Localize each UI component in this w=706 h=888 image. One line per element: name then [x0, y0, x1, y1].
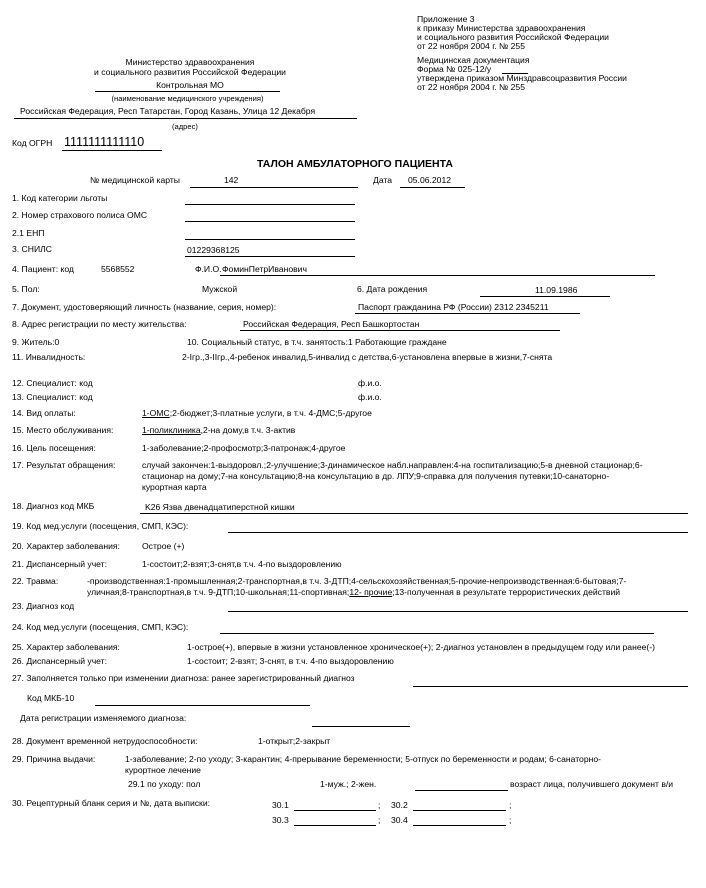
rx-30-1-semicolon: ;: [378, 800, 381, 810]
f21x-label: 21. Диспансерный учет:: [12, 559, 107, 569]
ogrn-value: 1111111111110: [64, 135, 145, 149]
dispensary-options-2: 1-состоит; 2-взят; 3-снят, в т.ч. 4-по выздоровлению: [187, 656, 394, 666]
f5-label: 5. Пол:: [12, 284, 40, 294]
f3-label: 3. СНИЛС: [12, 244, 52, 254]
f26-label: 26. Диспансерный учет:: [12, 656, 107, 666]
care-sex-options: 1-муж.; 2-жен.: [320, 779, 377, 789]
patient-fio: ФоминПетрИванович: [222, 264, 307, 274]
disease-nature-value: Острое (+): [142, 541, 185, 551]
f12-fio: ф.и.о.: [358, 378, 382, 388]
f29-label: 29. Причина выдачи:: [12, 754, 96, 764]
f16-label: 16. Цель посещения:: [12, 443, 96, 453]
f24-label: 24. Код мед.услуги (посещения, СМП, КЭС):: [12, 622, 189, 632]
reg-address-value: Российская Федерация, Респ Башкортостан: [243, 319, 420, 329]
rx-30-3-label: 30.3: [272, 815, 289, 825]
f2-label: 2. Номер страхового полиса ОМС: [12, 210, 148, 220]
result-line-2: стационар на дому;7-на консультацию;8-на консультацию в др. ЛПУ;9-справка для получения путевки;10-санаторно-: [142, 471, 610, 481]
date-label: Дата: [373, 175, 393, 185]
snils-value: 01229368125: [187, 245, 240, 255]
f1-label: 1. Код категории льготы: [12, 193, 108, 203]
rx-30-4-label: 30.4: [391, 815, 408, 825]
f28-label: 28. Документ временной нетрудоспособности:: [12, 736, 198, 746]
card-label: № медицинской карты: [90, 175, 180, 185]
ministry-line-1: Министерство здравоохранения: [125, 57, 255, 67]
care-age-label: возраст лица, получившего документ в/и: [510, 779, 674, 789]
f9-label: 9. Житель:0: [12, 337, 60, 347]
f12-label: 12. Специалист: код: [12, 378, 93, 388]
issue-reason-line-1: 1-заболевание; 2-по уходу; 3-карантин; 4-прерывание беременности; 5-отпуск по беременности и родам; 6-санаторно-: [125, 754, 601, 764]
appendix-line-3: и социального развития Российской Федерации: [417, 32, 609, 42]
rx-30-2-label: 30.2: [391, 800, 408, 810]
f15-label: 15. Место обслуживания:: [12, 425, 114, 435]
sex-value: Мужской: [202, 284, 238, 294]
institution-name: Контрольная МО: [156, 80, 224, 90]
visit-purpose-options: 1-заболевание;2-профосмотр;3-патронаж;4-другое: [142, 443, 346, 453]
date-value: 05.06.2012: [408, 175, 452, 185]
disability-options: 2-Iгр.,3-IIгр.,4-ребенок инвалид,5-инвалид с детства,6-установлена впервые в жизни,7-снята: [182, 352, 553, 362]
f23-label: 23. Диагноз код: [12, 601, 75, 611]
payment-options: [142, 409, 372, 419]
f11-label: 11. Инвалидность:: [12, 352, 86, 362]
diagnosis-value: K26 Язва двенадцатиперстной кишки: [145, 502, 295, 512]
rx-30-2-semicolon: ;: [509, 800, 512, 810]
rx-30-4-semicolon: ;: [509, 815, 512, 825]
appendix-line-8: от 22 ноября 2004 г. № 255: [417, 82, 525, 92]
id-document-value: Паспорт гражданина РФ (России) 2312 2345211: [358, 302, 549, 312]
appendix-line-2: к приказу Министерства здравоохранения: [417, 23, 586, 33]
disease-nature-options: 1-острое(+), впервые в жизни установленное хроническое(+); 2-диагноз установлен в предыдущем году или ранее(-): [187, 642, 655, 652]
appendix-line-6: Форма № 025-12/у: [417, 64, 492, 74]
social-status: 10. Социальный статус, в т.ч. занятость:1 Работающие граждане: [187, 337, 447, 347]
f22-label: 22. Травма:: [12, 576, 59, 586]
f14-label: 14. Вид оплаты:: [12, 408, 76, 418]
fio-label: Ф.И.О.: [195, 264, 222, 274]
payment-rest: ;2-бюджет;3-платные услуги, в т.ч. 4-ДМС;5-другое: [169, 408, 372, 418]
rx-30-1-label: 30.1: [272, 800, 289, 810]
f21-label: 2.1 ЕНП: [12, 228, 45, 238]
f7-label: 7. Документ, удостоверяющий личность (название, серия, номер):: [12, 302, 277, 312]
care-label: 29.1 по уходу: пол: [128, 779, 201, 789]
f25-label: 25. Характер заболевания:: [12, 642, 120, 652]
service-place-rest: ,2-на дому,в т.ч. 3-актив: [200, 425, 296, 435]
trauma-selected: 12- прочие: [349, 587, 393, 597]
service-place-options: [142, 426, 295, 436]
f27-label: 27. Заполняется только при изменении диагноза: ранее зарегистрированный диагноз: [12, 673, 355, 683]
result-line-1: случай закончен:1-выздоровл.;2-улучшение;3-динамическое набл.направлен:4-на госпитализацию;5-в дневной стационар;6-: [142, 460, 643, 470]
rx-30-3-semicolon: ;: [378, 815, 381, 825]
patient-code: 5568552: [101, 264, 135, 274]
appendix-line-5: Медицинская документация: [417, 55, 530, 65]
form-title: ТАЛОН АМБУЛАТОРНОГО ПАЦИЕНТА: [257, 158, 453, 170]
f17-label: 17. Результат обращения:: [12, 460, 116, 470]
trauma-line-2b: ;13-полученная в результате террористических действий: [392, 587, 621, 597]
f13-label: 13. Специалист: код: [12, 392, 93, 402]
appendix-line-1: Приложение 3: [417, 14, 475, 24]
trauma-line-1: -производственная:1-промышленная;2-транспортная,в т.ч. 3-ДТП;4-сельскохозяйственная;5-прочие-непроизводственная:6-бытовая;7-: [87, 576, 627, 586]
service-place-selected: 1-поликлиника: [142, 425, 201, 435]
f8-label: 8. Адрес регистрации по месту жительства:: [12, 319, 187, 329]
f18-label: 18. Диагноз код МКБ: [12, 501, 95, 511]
appendix-line-7: утверждена приказом Минздравсоцразвития России: [417, 73, 627, 83]
institution-address: Российская Федерация, Респ Татарстан, Город Казань, Улица 12 Декабря: [20, 106, 316, 116]
address-caption: (адрес): [172, 122, 198, 131]
f30-label: 30. Рецептурный бланк серия и №, дата выписки:: [12, 798, 211, 808]
f13-fio: ф.и.о.: [358, 392, 382, 402]
f20-label: 20. Характер заболевания:: [12, 541, 120, 551]
f4-label: 4. Пациент: код: [12, 264, 74, 274]
appendix-line-4: от 22 ноября 2004 г. № 255: [417, 41, 525, 51]
payment-selected: 1-ОМС: [142, 408, 170, 418]
dob-value: 11.09.1986: [535, 285, 578, 295]
regdate-label: Дата регистрации изменяемого диагноза:: [20, 713, 187, 723]
issue-reason-line-2: курортное лечение: [125, 765, 201, 775]
trauma-line-2: [87, 588, 620, 598]
card-number: 142: [224, 175, 239, 185]
result-line-3: курортная карта: [142, 482, 207, 492]
trauma-line-2a: уличная;8-транспортная,в т.ч. 9-ДТП;10-школьная;11-спортивная;: [87, 587, 350, 597]
institution-caption: (наименование медицинского учреждения): [111, 94, 264, 103]
dispensary-options: 1-состоит;2-взят;3-снят,в т.ч. 4-по выздоровлению: [142, 559, 342, 569]
dob-label: 6. Дата рождения: [357, 284, 428, 294]
f19-label: 19. Код мед.услуги (посещения, СМП, КЭС):: [12, 521, 189, 531]
mkb10-label: Код МКБ-10: [27, 693, 75, 703]
ministry-line-2: и социального развития Российской Федерации: [94, 67, 286, 77]
ogrn-label: Код ОГРН: [12, 138, 53, 148]
sick-leave-options: 1-открыт;2-закрыт: [258, 736, 331, 746]
